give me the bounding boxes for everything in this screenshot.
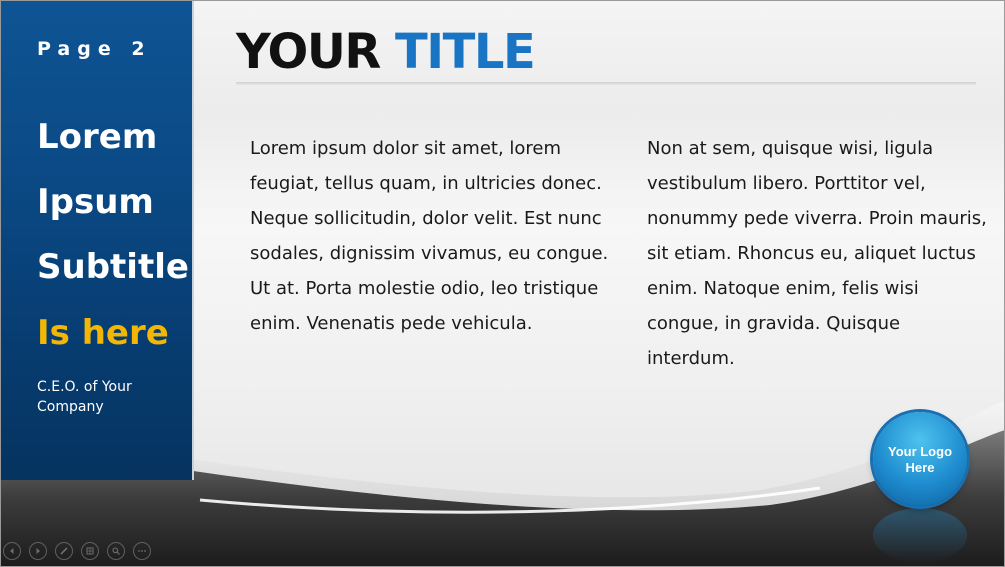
slideshow-controls — [3, 542, 151, 562]
logo-text: Your Logo Here — [887, 444, 953, 475]
title-word-blue: TITLE — [395, 24, 535, 80]
subtitle-line-lorem: Lorem — [37, 117, 158, 157]
zoom-icon[interactable] — [107, 542, 125, 560]
ceo-caption: C.E.O. of Your Company — [37, 379, 132, 415]
title-divider — [236, 82, 976, 86]
pen-icon[interactable] — [55, 542, 73, 560]
logo-reflection — [873, 508, 967, 563]
more-options-icon[interactable] — [133, 542, 151, 560]
body-text-left: Lorem ipsum dolor sit amet, lorem feugiat, tellus quam, in ultricies donec. Neque sollicitudin, dolor velit. Est nunc sodales, dignissim vivamus, eu congue. Ut at. Porta molestie odio, leo tristique enim. Venenatis pede vehicula. — [250, 138, 609, 334]
subtitle-line-is-here: Is here — [37, 313, 169, 353]
logo-badge — [873, 412, 967, 506]
subtitle-line-ipsum: Ipsum — [37, 182, 154, 222]
previous-slide-icon[interactable] — [3, 542, 21, 560]
next-slide-icon[interactable] — [29, 542, 47, 560]
title-word-dark: YOUR — [236, 24, 380, 80]
subtitle-line-subtitle: Subtitle — [37, 247, 189, 287]
body-text-right: Non at sem, quisque wisi, ligula vestibulum libero. Porttitor vel, nonummy pede viverra. Proin mauris, sit etiam. Rhoncus eu, aliquet luctus enim. Natoque enim, felis wisi congue, in gravida. Quisque interdum. — [647, 138, 987, 369]
sidebar-panel — [0, 0, 194, 480]
slide-title — [236, 22, 534, 82]
slides-grid-icon[interactable] — [81, 542, 99, 560]
page-label: Page 2 — [37, 38, 152, 60]
